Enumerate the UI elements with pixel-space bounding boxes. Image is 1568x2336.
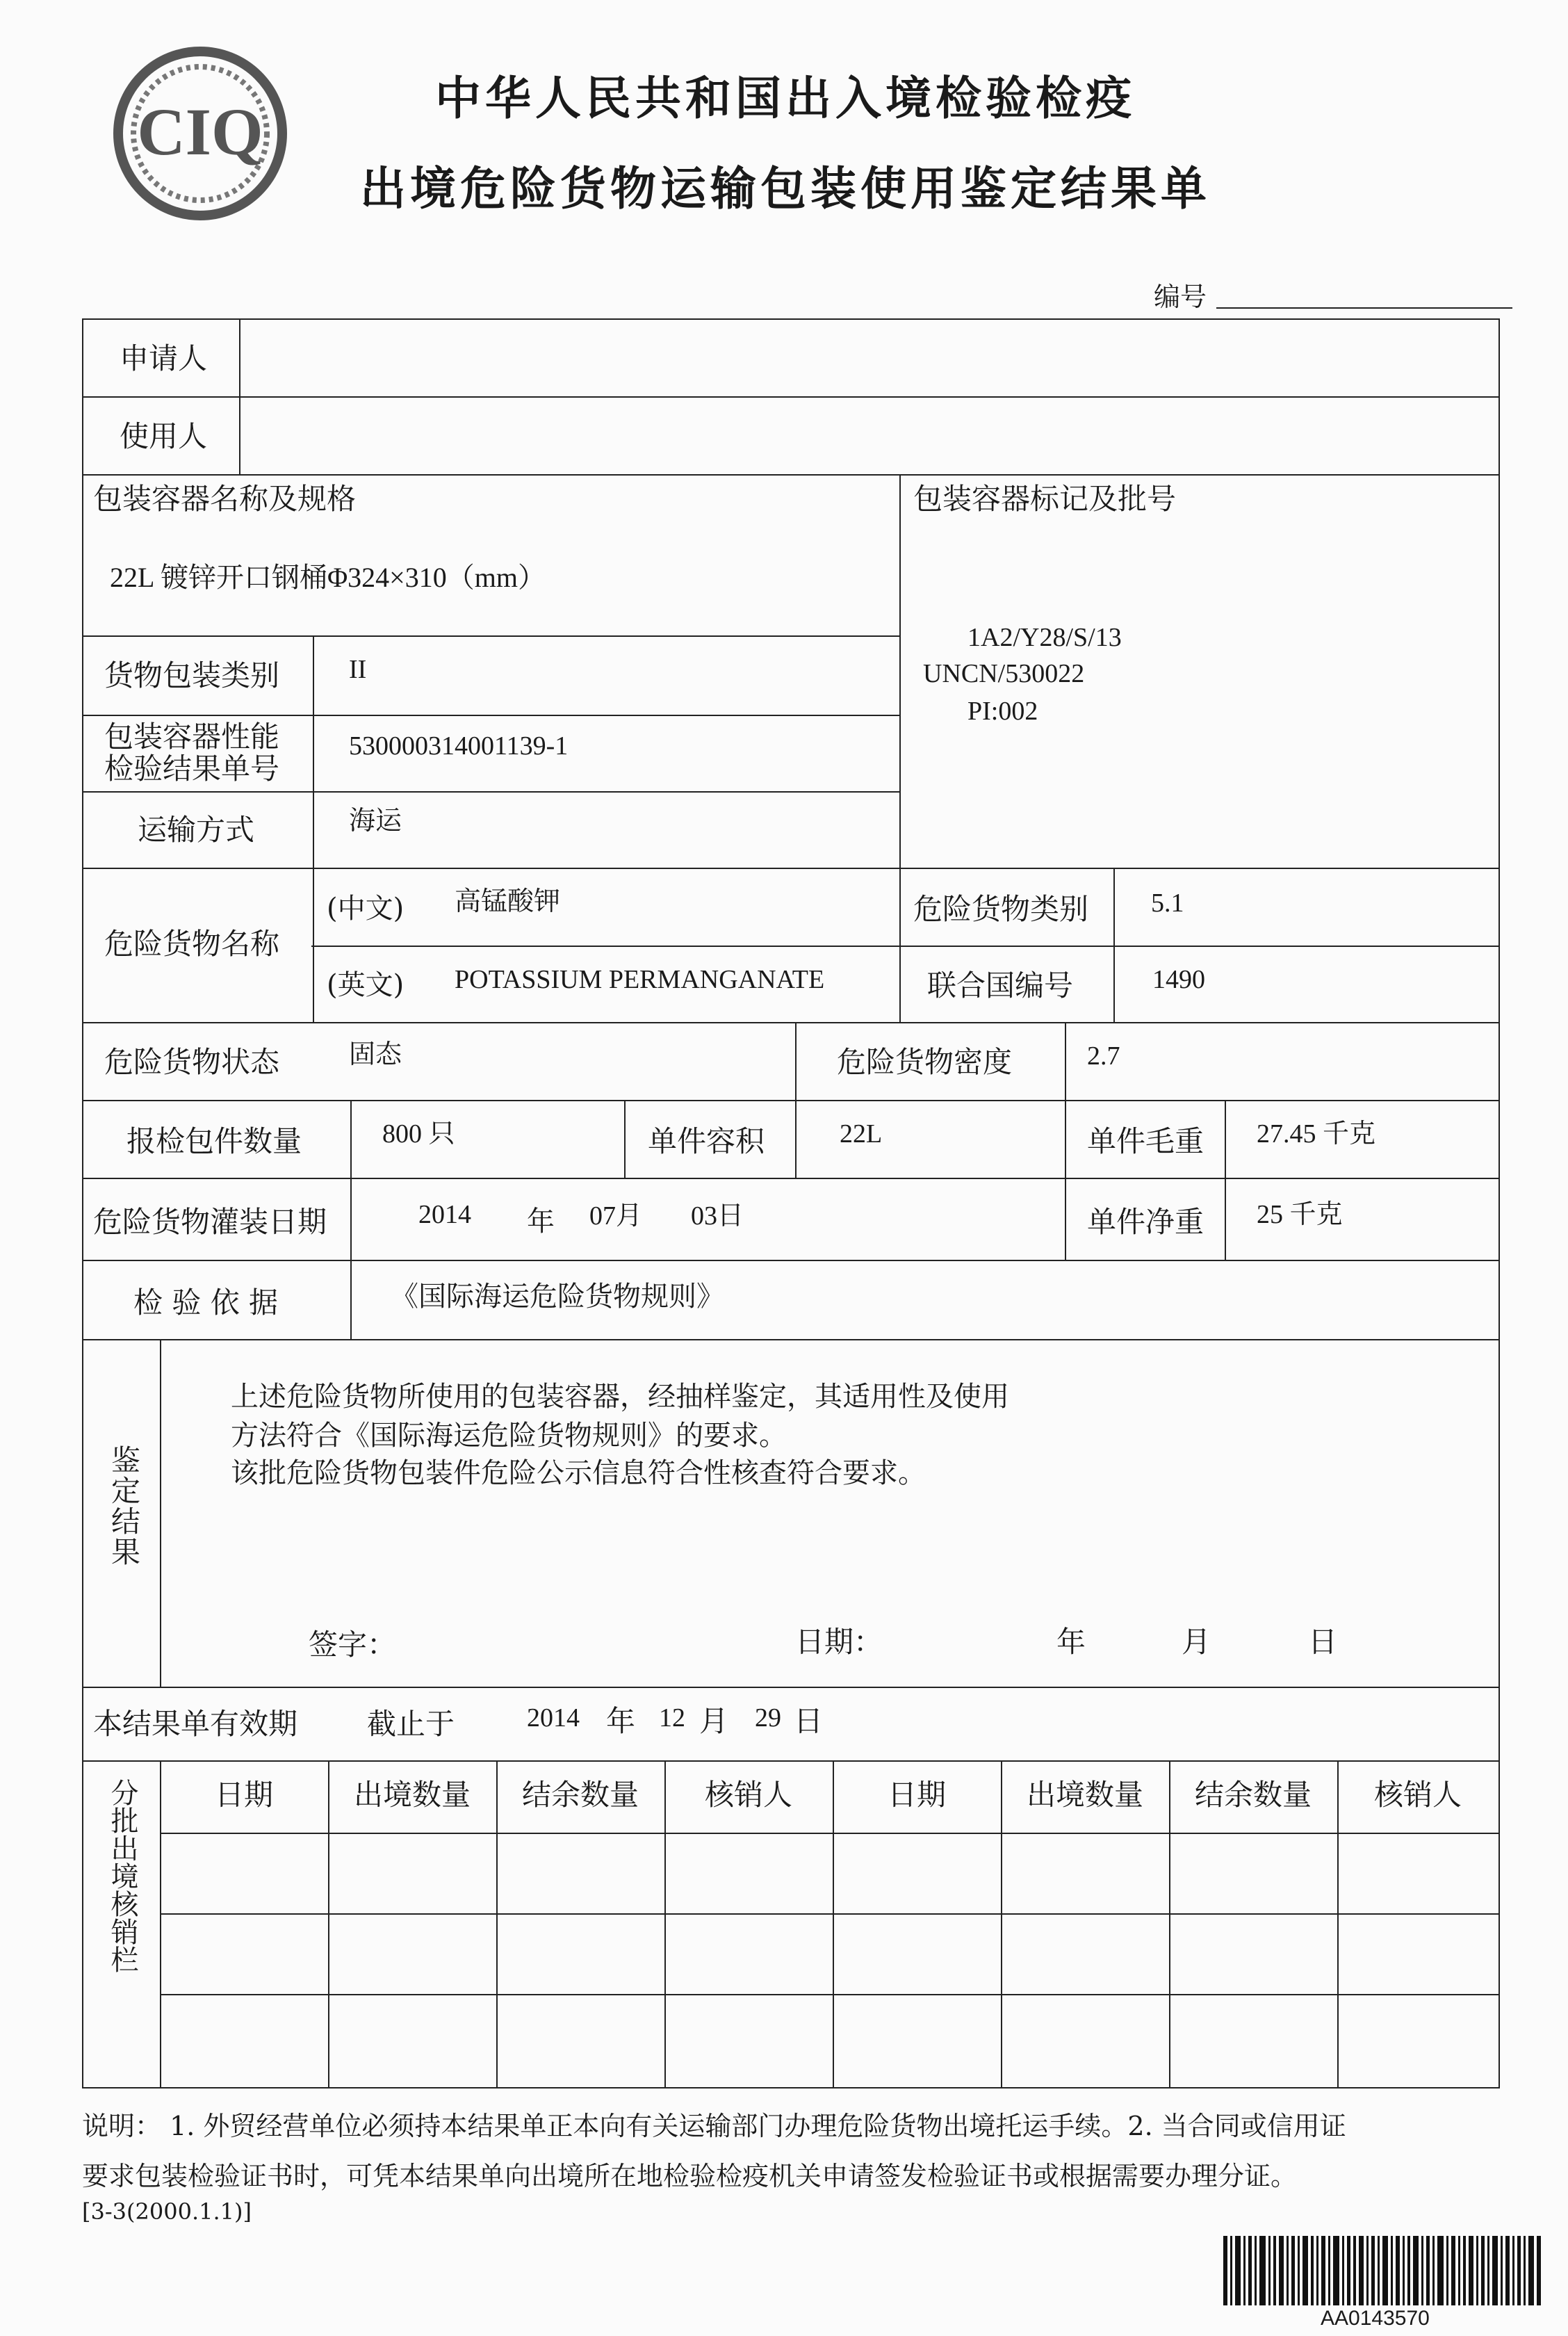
- dg-name-label: 危险货物名称: [104, 927, 280, 961]
- sign-day-label: 日: [1308, 1625, 1338, 1659]
- title-line1: 中华人民共和国出入境检验检疫: [435, 71, 1136, 125]
- container-mark-1: 1A2/Y28/S/13: [967, 623, 1122, 652]
- batch-header-date-2: 日期: [887, 1778, 946, 1812]
- unit-volume-label: 单件容积: [648, 1124, 765, 1158]
- un-no-value: 1490: [1152, 965, 1205, 994]
- valid-year-unit: 年: [606, 1704, 636, 1738]
- user-label: 使用人: [120, 419, 208, 453]
- valid-until-label: 截止于: [367, 1707, 455, 1741]
- ciq-logo: [113, 46, 288, 221]
- packing-group-label: 货物包装类别: [104, 658, 280, 692]
- dg-density-value: 2.7: [1087, 1041, 1120, 1071]
- dg-name-cn-value: 高锰酸钾: [455, 887, 561, 916]
- unit-net-value: 25 千克: [1257, 1200, 1343, 1229]
- fill-year-unit: 年: [527, 1206, 555, 1238]
- valid-day-unit: 日: [794, 1704, 824, 1738]
- dg-state-label: 危险货物状态: [104, 1045, 280, 1079]
- container-name-label: 包装容器名称及规格: [93, 482, 357, 516]
- barcode-number: AA0143570: [1321, 2307, 1430, 2330]
- batch-side-label: 分批出境核销栏: [106, 1778, 138, 1973]
- transport-mode-value: 海运: [349, 806, 402, 836]
- unit-gross-label: 单件毛重: [1087, 1124, 1204, 1158]
- result-line-3: 该批危险货物包装件危险公示信息符合性核查符合要求。: [231, 1457, 926, 1489]
- title-line2: 出境危险货物运输包装使用鉴定结果单: [360, 161, 1211, 216]
- dg-class-value: 5.1: [1151, 889, 1184, 918]
- basis-value: 《国际海运危险货物规则》: [391, 1281, 724, 1312]
- dg-class-label: 危险货物类别: [913, 892, 1089, 926]
- batch-header-bal-2: 结余数量: [1194, 1778, 1312, 1812]
- serial-field[interactable]: [1216, 307, 1512, 309]
- batch-header-date-1: 日期: [214, 1778, 273, 1812]
- cn-prefix: (中文): [327, 893, 405, 925]
- valid-year-value: 2014: [527, 1703, 580, 1733]
- signature-label: 签字：: [309, 1628, 397, 1662]
- packing-group-value: II: [349, 655, 367, 684]
- container-mark-2: UNCN/530022: [923, 659, 1085, 688]
- fill-date-label: 危险货物灌装日期: [93, 1205, 327, 1239]
- en-prefix: (英文): [327, 969, 405, 1001]
- result-side-label: 鉴定结果: [107, 1445, 141, 1567]
- perf-report-label-1: 包装容器性能: [104, 720, 280, 754]
- unit-gross-value: 27.45 千克: [1257, 1119, 1376, 1149]
- sign-date-label: 日期：: [795, 1625, 883, 1659]
- valid-day-value: 29: [755, 1703, 781, 1733]
- pkg-qty-value: 800 只: [382, 1119, 455, 1149]
- batch-header-out-2: 出境数量: [1026, 1778, 1143, 1812]
- fill-month-value: 07月: [589, 1201, 643, 1231]
- note-line-1: 说明： 1. 外贸经营单位必须持本结果单正本向有关运输部门办理危险货物出境托运手续。2. 当合同或信用证: [82, 2111, 1346, 2141]
- batch-header-out-1: 出境数量: [353, 1778, 471, 1812]
- validity-label: 本结果单有效期: [93, 1707, 298, 1741]
- perf-report-value: 530000314001139-1: [349, 731, 569, 761]
- batch-row[interactable]: [160, 1915, 1498, 1994]
- transport-mode-label: 运输方式: [138, 813, 255, 847]
- perf-report-label-2: 检验结果单号: [104, 752, 280, 786]
- valid-month-value: 12: [659, 1703, 685, 1733]
- batch-row[interactable]: [160, 1834, 1498, 1913]
- dg-state-value: 固态: [349, 1040, 402, 1069]
- serial-label: 编号: [1154, 282, 1207, 312]
- container-spec-value: 22L 镀锌开口钢桶Φ324×310（mm）: [110, 562, 546, 593]
- basis-label: 检 验 依 据: [133, 1285, 279, 1320]
- logo-text: CIQ: [137, 95, 263, 169]
- fill-year-value: 2014: [418, 1200, 471, 1229]
- pkg-qty-label: 报检包件数量: [126, 1124, 302, 1158]
- batch-row[interactable]: [160, 1995, 1498, 2086]
- valid-month-unit: 月: [699, 1704, 729, 1738]
- unit-volume-value: 22L: [840, 1119, 883, 1149]
- dg-name-en-value: POTASSIUM PERMANGANATE: [455, 965, 825, 994]
- unit-net-label: 单件净重: [1087, 1205, 1204, 1239]
- result-line-1: 上述危险货物所使用的包装容器，经抽样鉴定，其适用性及使用: [231, 1381, 1009, 1412]
- batch-header-officer-1: 核销人: [704, 1778, 792, 1812]
- note-line-2: 要求包装检验证书时，可凭本结果单向出境所在地检验检疫机关申请签发检验证书或根据需要办理分证。: [82, 2161, 1298, 2191]
- inspection-form: [82, 318, 1500, 2088]
- form-code: [3-3(2000.1.1)]: [82, 2198, 252, 2225]
- container-mark-3: PI:002: [967, 697, 1038, 726]
- batch-header-officer-2: 核销人: [1373, 1778, 1462, 1812]
- notes: [82, 2101, 1514, 2201]
- sign-month-label: 月: [1182, 1625, 1211, 1659]
- fill-day-value: 03日: [691, 1201, 744, 1231]
- sign-year-label: 年: [1056, 1625, 1086, 1659]
- container-mark-label: 包装容器标记及批号: [913, 482, 1177, 516]
- barcode: [1223, 2236, 1543, 2305]
- applicant-label: 申请人: [120, 341, 208, 375]
- batch-header-bal-1: 结余数量: [521, 1778, 639, 1812]
- un-no-label: 联合国编号: [927, 968, 1074, 1003]
- dg-density-label: 危险货物密度: [837, 1045, 1013, 1079]
- result-line-2: 方法符合《国际海运危险货物规则》的要求。: [231, 1420, 787, 1451]
